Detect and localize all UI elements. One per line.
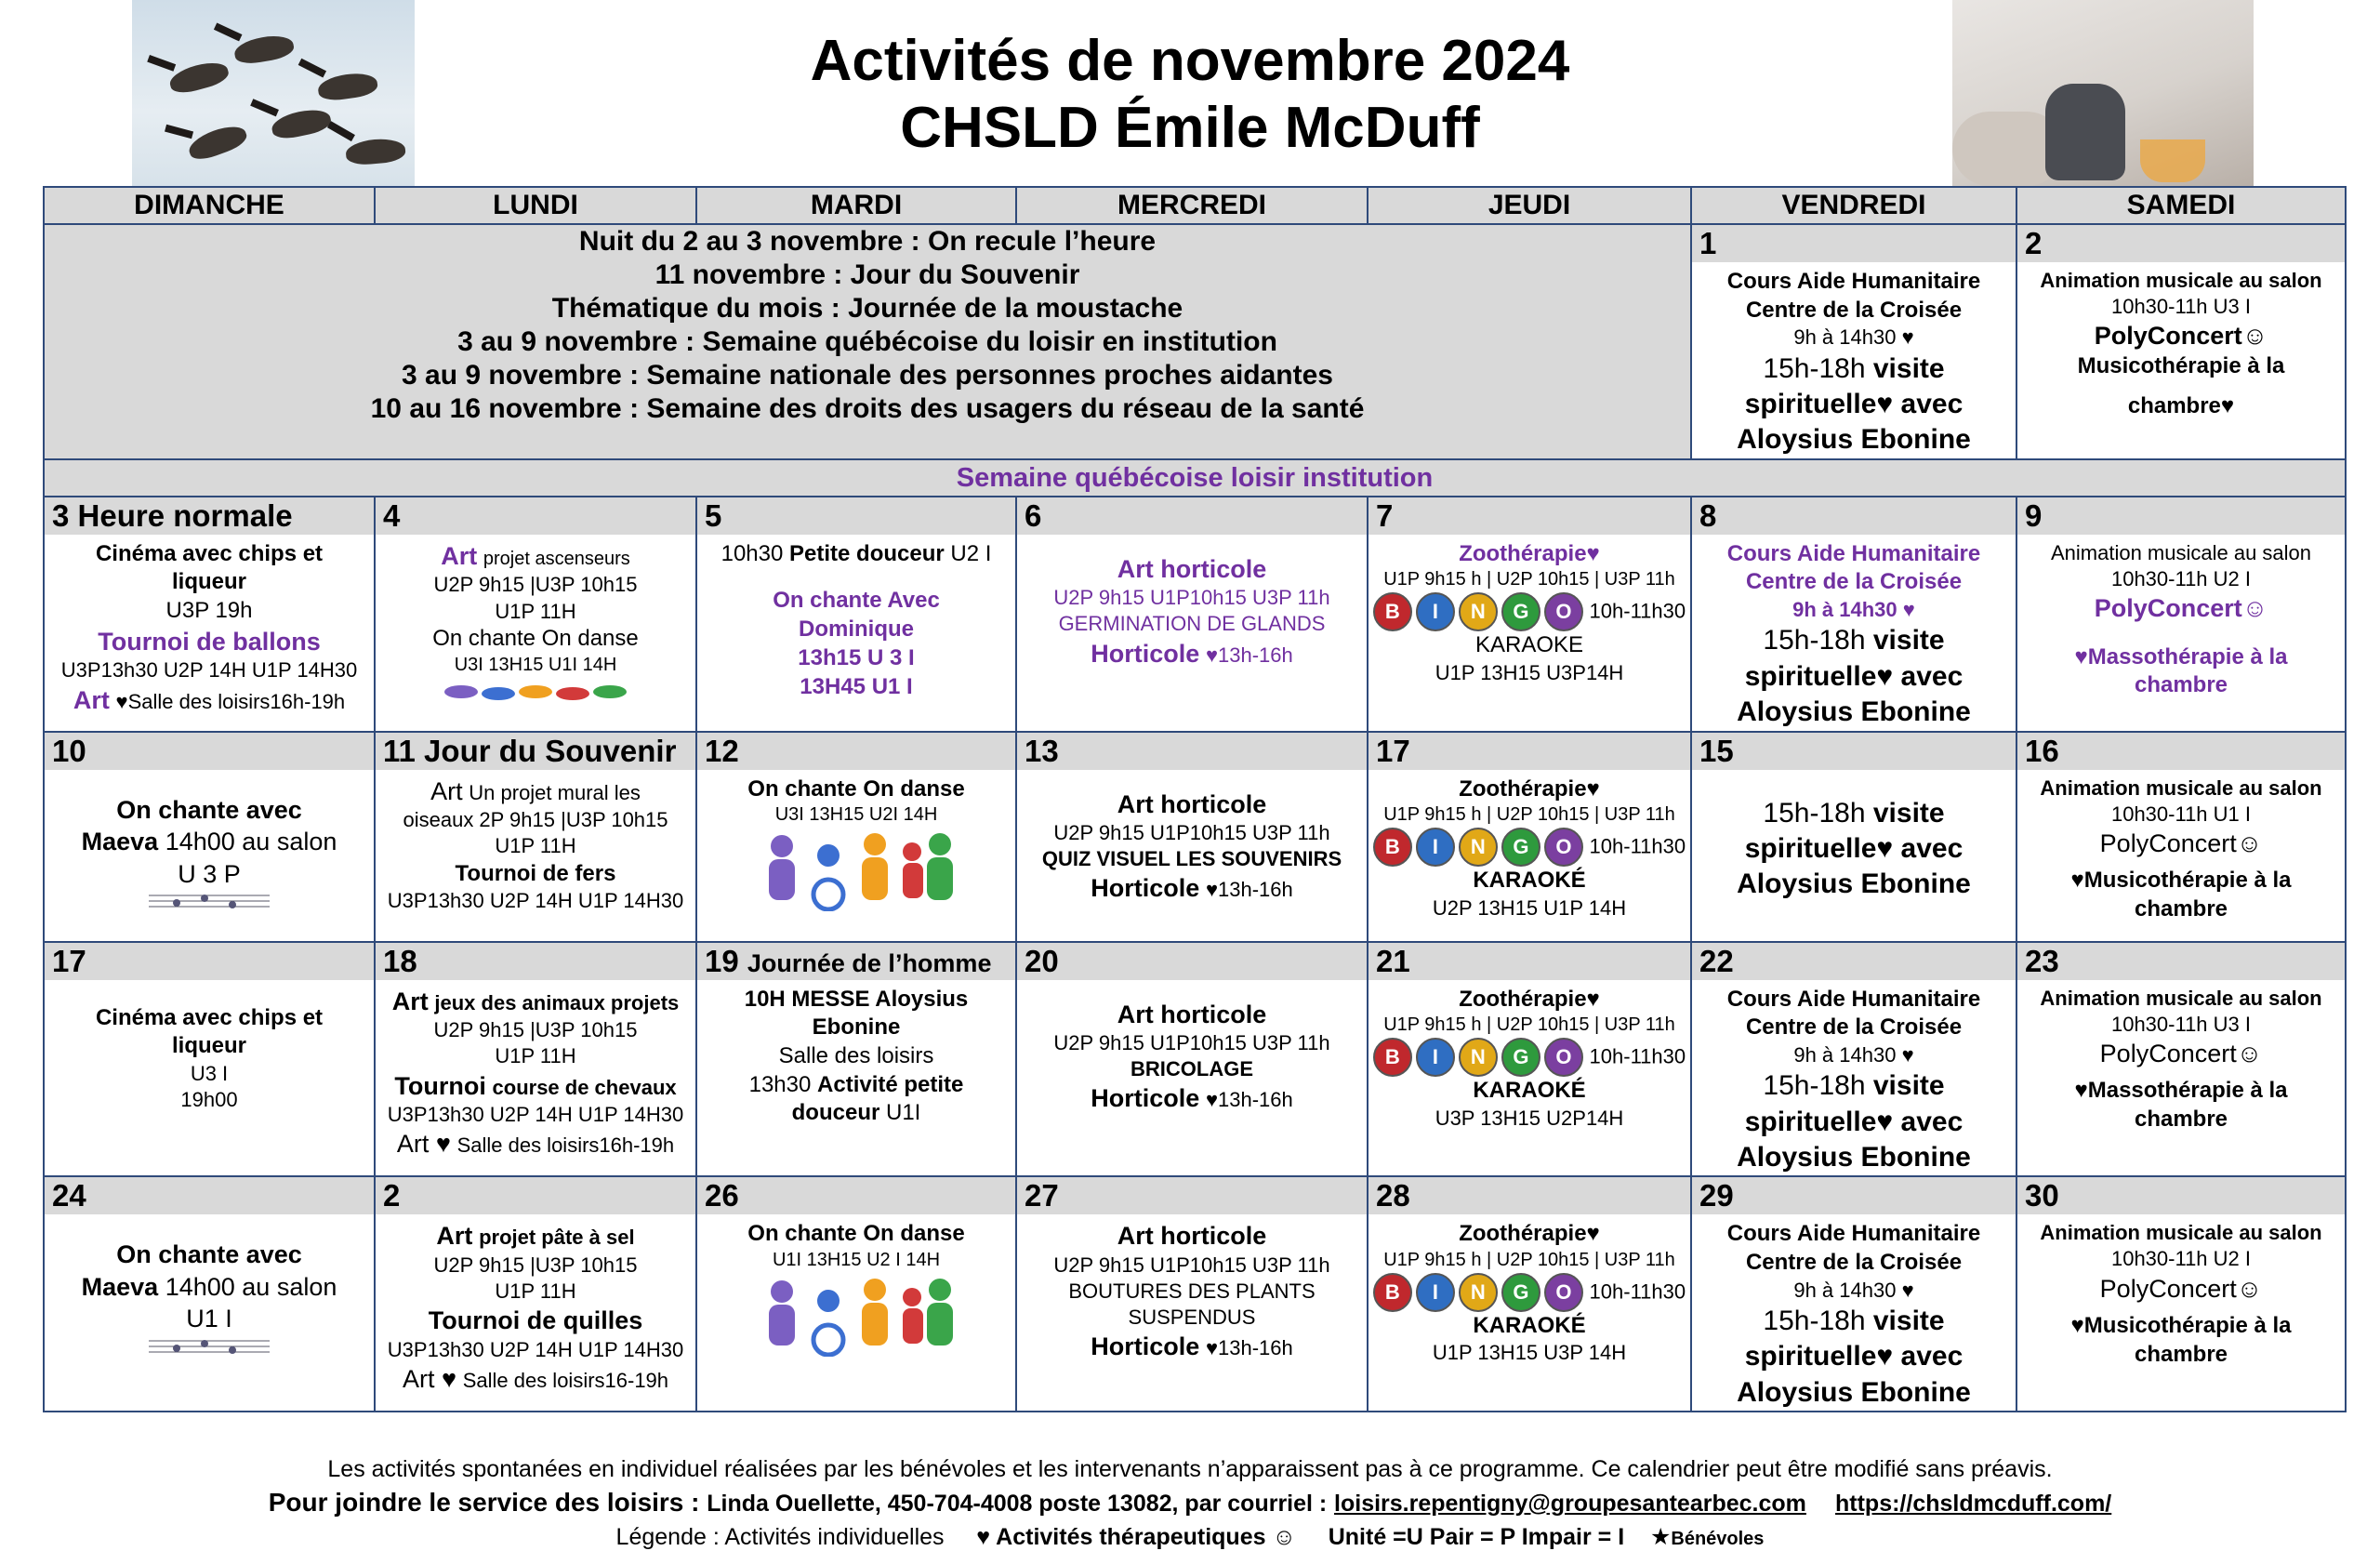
activity-text: Horticole bbox=[1091, 1084, 1200, 1113]
bingo-ball: B bbox=[1373, 592, 1412, 631]
activity-text: PolyConcert☺ bbox=[2094, 594, 2268, 623]
day-cell-27 bbox=[1016, 1176, 1368, 1412]
music-notes-icon bbox=[149, 1335, 270, 1358]
activity-text: Tournoi de ballons bbox=[98, 627, 321, 656]
day-number: 4 bbox=[376, 497, 695, 535]
activity-time: 15h-18h bbox=[1763, 1305, 1866, 1336]
activity-text: chambre bbox=[2134, 1341, 2228, 1367]
activity-text: U1P 9h15 h | U2P 10h15 | U3P 11h bbox=[1383, 804, 1675, 826]
teapot-photo bbox=[1952, 0, 2254, 186]
day-number bbox=[697, 943, 1015, 980]
day-number: 2 bbox=[2017, 225, 2345, 262]
activity-text: U3P 19h bbox=[165, 598, 253, 624]
day-number: 26 bbox=[697, 1177, 1015, 1214]
activity-text: 14h00 au salon bbox=[165, 1272, 337, 1301]
activity-text: Zoothérapie♥ bbox=[1459, 776, 1600, 802]
activity-text: U3P 13H15 U2P14H bbox=[1435, 1106, 1624, 1130]
activity-text: U3P13h30 U2P 14H U1P 14H30 bbox=[387, 1337, 684, 1361]
activity-text: Aloysius Ebonine bbox=[1737, 1141, 1971, 1173]
bingo-ball: O bbox=[1544, 1273, 1583, 1312]
activity-text: Cours Aide Humanitaire bbox=[1726, 269, 1981, 294]
weekday-wednesday: MERCREDI bbox=[1016, 187, 1368, 224]
activity-text: U2P 9h15 |U3P 10h15 bbox=[433, 1253, 638, 1278]
activity-text: KARAOKÉ bbox=[1473, 1077, 1586, 1103]
activity-text: 14h00 au salon bbox=[165, 828, 337, 856]
activity-text: PolyConcert☺ bbox=[2099, 1274, 2263, 1303]
day-cell-22 bbox=[1691, 942, 2016, 1177]
note-line: Nuit du 2 au 3 novembre : On recule l’heure bbox=[578, 226, 1157, 257]
activity-text: Zoothérapie♥ bbox=[1459, 1221, 1600, 1247]
activity-text: Art bbox=[436, 1222, 473, 1251]
day-number: 3 Heure normale bbox=[45, 497, 374, 535]
bingo-ball: G bbox=[1501, 592, 1540, 631]
day-cell-14 bbox=[1368, 732, 1691, 942]
activity-text: projet ascenseurs bbox=[483, 548, 630, 569]
activity-text: 13h15 U 3 I bbox=[798, 644, 915, 670]
bingo-icon bbox=[1373, 828, 1583, 867]
activity-text: visite bbox=[1872, 1305, 1945, 1336]
day-number: 6 bbox=[1017, 497, 1367, 535]
activity-text: Salle des loisirs16-19h bbox=[462, 1369, 669, 1393]
activity-text: Centre de la Croisée bbox=[1745, 1014, 1963, 1041]
contact-line bbox=[0, 1488, 2380, 1518]
activity-text: Salle des loisirs bbox=[778, 1042, 934, 1068]
star-icon: ★ bbox=[1649, 1524, 1672, 1550]
activity-text: KARAOKÉ bbox=[1473, 867, 1586, 893]
bingo-ball: B bbox=[1373, 1273, 1412, 1312]
activity-text: KARAOKÉ bbox=[1473, 1312, 1586, 1338]
activity-text: PolyConcert☺ bbox=[2099, 1039, 2263, 1067]
bingo-ball: I bbox=[1416, 1273, 1455, 1312]
activity-text: Horticole bbox=[1091, 639, 1200, 668]
activity-text: jeux des animaux projets bbox=[434, 990, 680, 1014]
day-number: 18 bbox=[376, 943, 695, 980]
bingo-ball: G bbox=[1501, 1038, 1540, 1077]
day-cell-4 bbox=[375, 497, 696, 732]
email-link[interactable]: loisirs.repentigny@groupesantearbec.com bbox=[1334, 1491, 1806, 1517]
activity-text: 13H45 U1 I bbox=[800, 673, 913, 699]
weekday-thursday: JEUDI bbox=[1368, 187, 1691, 224]
activity-text: U3 I bbox=[190, 1061, 229, 1085]
activity-text: Un projet mural les bbox=[469, 780, 641, 804]
day-cell-12 bbox=[696, 732, 1016, 942]
activity-time: 13h30 bbox=[748, 1071, 812, 1097]
activity-text: U2 I bbox=[950, 540, 992, 566]
activity-text: 9h à 14h30 ♥ bbox=[1793, 1278, 1914, 1302]
legend-therapeutic: ♥ Activités thérapeutiques ☺ bbox=[976, 1524, 1296, 1550]
activity-text: ♥13h-16h bbox=[1205, 1336, 1293, 1360]
activity-text: Art horticole bbox=[1117, 554, 1267, 583]
activity-text: spirituelle♥ avec bbox=[1744, 660, 1964, 692]
activity-text: Dominique bbox=[799, 616, 914, 643]
activity-text: douceur bbox=[791, 1100, 880, 1126]
day-number: 17 bbox=[1368, 733, 1690, 770]
day-cell-20 bbox=[1016, 942, 1368, 1177]
activity-text: Aloysius Ebonine bbox=[1737, 424, 1971, 456]
activity-text: Cours Aide Humanitaire bbox=[1726, 1221, 1981, 1247]
activity-text: U2P 9h15 U1P10h15 U3P 11h bbox=[1053, 1253, 1330, 1277]
activity-text: U2P 9h15 |U3P 10h15 bbox=[433, 573, 638, 597]
disclaimer-text: Les activités spontanées en individuel réalisées par les bénévoles et les intervenants n’apparaissent pas à ce programme. Ce calendrier peut être modifié sans préavis. bbox=[327, 1456, 2053, 1482]
activity-text: KARAOKE bbox=[1474, 632, 1584, 658]
activity-text: Art ♥ bbox=[402, 1365, 457, 1394]
activity-text: ♥Massothérapie à la bbox=[2074, 1078, 2288, 1104]
activity-text: Tournoi bbox=[394, 1071, 486, 1100]
day-number: 21 bbox=[1368, 943, 1690, 980]
geese-photo bbox=[132, 0, 415, 186]
day-number: 29 bbox=[1692, 1177, 2016, 1214]
activity-text: ♥13h-16h bbox=[1205, 1088, 1293, 1112]
day-cell-19 bbox=[696, 942, 1016, 1177]
day-number: 12 bbox=[697, 733, 1015, 770]
activity-text: U3P13h30 U2P 14H U1P 14H30 bbox=[60, 658, 358, 683]
legend-units: Unité =U Pair = P Impair = I bbox=[1328, 1524, 1625, 1550]
bingo-icon bbox=[1373, 1273, 1583, 1312]
day-cell-3 bbox=[44, 497, 375, 732]
activity-time: 15h-18h bbox=[1763, 625, 1866, 656]
activity-text: visite bbox=[1872, 352, 1945, 384]
activity-text: Cinéma avec chips et bbox=[95, 540, 324, 566]
activity-text: 9h à 14h30 ♥ bbox=[1792, 598, 1915, 622]
activity-text: chambre bbox=[2134, 896, 2228, 922]
activity-text: Horticole bbox=[1091, 1332, 1200, 1361]
activity-text: chambre bbox=[2134, 672, 2228, 698]
bingo-ball: N bbox=[1459, 1273, 1498, 1312]
page-title: Activités de novembre 2024 bbox=[810, 29, 1570, 93]
bingo-ball: O bbox=[1544, 828, 1583, 867]
day-number: 10 bbox=[45, 733, 374, 770]
activity-text: chambre♥ bbox=[2127, 392, 2235, 418]
calendar-grid bbox=[43, 186, 2347, 1412]
activity-text: U1P 9h15 h | U2P 10h15 | U3P 11h bbox=[1383, 569, 1675, 590]
activity-text: visite bbox=[1872, 625, 1945, 656]
activity-text: U2P 9h15 |U3P 10h15 bbox=[433, 1018, 638, 1042]
activity-text: U3I 13H15 U1I 14H bbox=[454, 654, 617, 675]
activity-text: Art bbox=[430, 776, 463, 805]
activity-text: 9h à 14h30 ♥ bbox=[1793, 1042, 1914, 1067]
activity-text: U1P 9h15 h | U2P 10h15 | U3P 11h bbox=[1383, 1250, 1675, 1271]
activity-text: U1P 13H15 U3P14H bbox=[1435, 660, 1624, 684]
activity-text: Zoothérapie♥ bbox=[1459, 986, 1600, 1012]
activity-text: ♥Musicothérapie à la bbox=[2070, 1313, 2292, 1339]
activity-text: spirituelle♥ avec bbox=[1744, 832, 1964, 864]
bingo-ball: O bbox=[1544, 592, 1583, 631]
day-number: 28 bbox=[1368, 1177, 1690, 1214]
activity-text: Art bbox=[391, 987, 429, 1015]
activity-text: 10h30-11h U3 I bbox=[2110, 295, 2252, 319]
day-number: 16 bbox=[2017, 733, 2345, 770]
activity-text: 19h00 bbox=[180, 1088, 238, 1112]
activity-text: Maeva bbox=[81, 828, 159, 856]
day-cell-7 bbox=[1368, 497, 1691, 732]
bingo-ball: G bbox=[1501, 828, 1540, 867]
day-cell-8 bbox=[1691, 497, 2016, 732]
activity-text: Activité petite bbox=[817, 1071, 964, 1097]
activity-text: U2P 9h15 U1P10h15 U3P 11h bbox=[1053, 1031, 1330, 1055]
day-number: 27 bbox=[1017, 1177, 1367, 1214]
day-cell-11 bbox=[375, 732, 696, 942]
activity-text: Art horticole bbox=[1117, 1222, 1267, 1251]
activity-text: Centre de la Croisée bbox=[1745, 569, 1963, 595]
activity-text: Art bbox=[73, 685, 110, 714]
day-note: Journée de l’homme bbox=[747, 948, 992, 977]
activity-text: spirituelle♥ avec bbox=[1744, 388, 1964, 419]
activity-text: liqueur bbox=[171, 569, 246, 595]
day-cell-23 bbox=[2016, 942, 2346, 1177]
activity-text: Animation musicale au salon bbox=[2040, 269, 2322, 292]
activity-time: 15h-18h bbox=[1763, 1070, 1866, 1102]
activity-text: course de chevaux bbox=[492, 1075, 677, 1099]
activity-text: Zoothérapie♥ bbox=[1459, 540, 1600, 566]
activity-text: Petite douceur bbox=[789, 540, 945, 566]
activity-text: Cinéma avec chips et bbox=[95, 1004, 324, 1030]
page-subtitle: CHSLD Émile McDuff bbox=[900, 96, 1480, 160]
activity-text: Maeva bbox=[81, 1272, 159, 1301]
bingo-ball: N bbox=[1459, 592, 1498, 631]
activity-text: On chante On danse bbox=[747, 776, 965, 802]
day-number: 23 bbox=[2017, 943, 2345, 980]
day-number: 13 bbox=[1017, 733, 1367, 770]
activity-text: PolyConcert☺ bbox=[2099, 829, 2263, 857]
bingo-ball: B bbox=[1373, 828, 1412, 867]
activity-text: U1 I bbox=[186, 1305, 232, 1333]
activity-text: PolyConcert☺ bbox=[2094, 322, 2268, 351]
people-group-icon bbox=[754, 828, 959, 911]
day-cell-30 bbox=[2016, 1176, 2346, 1412]
day-number: 5 bbox=[697, 497, 1015, 535]
activity-text: U1P 9h15 h | U2P 10h15 | U3P 11h bbox=[1383, 1014, 1675, 1036]
day-number: 30 bbox=[2017, 1177, 2345, 1214]
bingo-ball: O bbox=[1544, 1038, 1583, 1077]
contact-label: Pour joindre le service des loisirs : bbox=[268, 1488, 700, 1517]
bingo-ball: G bbox=[1501, 1273, 1540, 1312]
activity-text: U1P 11H bbox=[495, 599, 576, 623]
activity-text: Centre de la Croisée bbox=[1745, 297, 1963, 323]
day-number: 11 Jour du Souvenir bbox=[376, 733, 695, 770]
day-number: 1 bbox=[1692, 225, 2016, 262]
activity-text: Art ♥ bbox=[396, 1130, 451, 1159]
activity-text: Animation musicale au salon bbox=[2040, 986, 2322, 1010]
people-group-icon bbox=[754, 1273, 959, 1357]
activity-text: Horticole bbox=[1091, 874, 1200, 903]
activity-time: 10h-11h30 bbox=[1589, 1044, 1686, 1068]
activity-text: 10h30-11h U2 I bbox=[2110, 1247, 2252, 1271]
activity-text: Animation musicale au salon bbox=[2050, 540, 2312, 564]
weekday-friday: VENDREDI bbox=[1691, 187, 2016, 224]
bingo-ball: I bbox=[1416, 828, 1455, 867]
weekday-saturday: SAMEDI bbox=[2016, 187, 2346, 224]
day-cell-25 bbox=[375, 1176, 696, 1412]
day-cell-1 bbox=[1691, 224, 2016, 459]
day-cell-24 bbox=[44, 1176, 375, 1412]
day-cell-16 bbox=[2016, 732, 2346, 942]
day-cell-26 bbox=[696, 1176, 1016, 1412]
note-line: 11 novembre : Jour du Souvenir bbox=[654, 259, 1080, 290]
activity-text: U2P 9h15 U1P10h15 U3P 11h bbox=[1053, 821, 1330, 845]
day-cell-18 bbox=[375, 942, 696, 1177]
legend bbox=[0, 1523, 2380, 1551]
day-cell-2 bbox=[2016, 224, 2346, 459]
weekday-sunday: DIMANCHE bbox=[44, 187, 375, 224]
activity-text: U1I bbox=[886, 1100, 921, 1126]
day-cell-17 bbox=[44, 942, 375, 1177]
activity-text: Cours Aide Humanitaire bbox=[1726, 986, 1981, 1012]
day-number: 17 bbox=[45, 943, 374, 980]
activity-text: Tournoi de quilles bbox=[428, 1306, 643, 1335]
bingo-icon bbox=[1373, 592, 1583, 631]
activity-text: Art bbox=[441, 541, 478, 570]
activity-text: oiseaux 2P 9h15 |U3P 10h15 bbox=[403, 808, 668, 832]
bingo-ball: I bbox=[1416, 592, 1455, 631]
activity-text: On chante avec bbox=[116, 1240, 302, 1269]
note-line: 3 au 9 novembre : Semaine nationale des personnes proches aidantes bbox=[401, 360, 1333, 391]
dancing-people-icon bbox=[443, 677, 628, 707]
activity-text: U1P 11H bbox=[495, 1279, 576, 1304]
activity-text: Centre de la Croisée bbox=[1745, 1250, 1963, 1276]
activity-text: U1P 11H bbox=[495, 834, 576, 858]
activity-text: Art horticole bbox=[1117, 789, 1267, 818]
activity-text: Tournoi de fers bbox=[455, 860, 616, 886]
activity-text: 10h30-11h U3 I bbox=[2110, 1012, 2252, 1036]
activity-text: Ebonine bbox=[812, 1014, 901, 1041]
day-cell-6 bbox=[1016, 497, 1368, 732]
day-cell-28 bbox=[1368, 1176, 1691, 1412]
note-line: 3 au 9 novembre : Semaine québécoise du loisir en institution bbox=[457, 326, 1277, 357]
activity-text: visite bbox=[1872, 1070, 1945, 1102]
activity-text: Musicothérapie à la bbox=[2077, 352, 2285, 378]
activity-text: On chante avec bbox=[116, 795, 302, 824]
activity-text: U2P 13H15 U1P 14H bbox=[1432, 895, 1627, 920]
contact-details: Linda Ouellette, 450-704-4008 poste 13082, par courriel : bbox=[707, 1491, 1328, 1517]
music-notes-icon bbox=[149, 890, 270, 912]
activity-text: BRICOLAGE bbox=[1130, 1057, 1253, 1081]
activity-text: U2P 9h15 U1P10h15 U3P 11h bbox=[1053, 586, 1330, 610]
activity-time: 10h30 bbox=[721, 540, 784, 566]
day-number: 2 bbox=[376, 1177, 695, 1214]
activity-time: 10h-11h30 bbox=[1589, 1279, 1686, 1303]
note-line: 10 au 16 novembre : Semaine des droits des usagers du réseau de la santé bbox=[370, 393, 1365, 424]
activity-text: U3I 13H15 U2I 14H bbox=[774, 804, 938, 826]
activity-text: visite bbox=[1872, 797, 1945, 829]
activity-text: QUIZ VISUEL LES SOUVENIRS bbox=[1041, 847, 1342, 871]
activity-text: Aloysius Ebonine bbox=[1737, 1376, 1971, 1408]
activity-text: projet pâte à sel bbox=[479, 1226, 635, 1250]
bingo-ball: I bbox=[1416, 1038, 1455, 1077]
activity-text: Art horticole bbox=[1117, 1000, 1267, 1028]
activity-text: ♥13h-16h bbox=[1205, 643, 1293, 667]
activity-time: 10h-11h30 bbox=[1589, 599, 1686, 623]
activity-time: 10h-11h30 bbox=[1589, 834, 1686, 858]
activity-text: Aloysius Ebonine bbox=[1737, 696, 1971, 728]
day-cell-10 bbox=[44, 732, 375, 942]
day-cell-13 bbox=[1016, 732, 1368, 942]
note-line: Thématique du mois : Journée de la moustache bbox=[551, 293, 1183, 324]
activity-text: GERMINATION DE GLANDS bbox=[1058, 612, 1326, 636]
activity-text: On chante Avec bbox=[773, 588, 940, 614]
activity-text: Salle des loisirs16h-19h bbox=[456, 1133, 675, 1158]
activity-text: 10H MESSE Aloysius bbox=[744, 986, 969, 1012]
day-number: 15 bbox=[1692, 733, 2016, 770]
day-number: 20 bbox=[1017, 943, 1367, 980]
activity-text: U1P 11H bbox=[495, 1044, 576, 1068]
activity-text: ♥Musicothérapie à la bbox=[2070, 868, 2292, 894]
activity-text: ♥Salle des loisirs16h-19h bbox=[115, 689, 346, 713]
weekday-header-row bbox=[44, 187, 2346, 224]
activity-text: On chante On danse bbox=[747, 1221, 965, 1247]
legend-volunteers: Bénévoles bbox=[1671, 1529, 1765, 1549]
day-cell-29 bbox=[1691, 1176, 2016, 1412]
activity-text: U3P13h30 U2P 14H U1P 14H30 bbox=[387, 1103, 684, 1127]
bingo-icon bbox=[1373, 1038, 1583, 1077]
activity-text: ♥13h-16h bbox=[1205, 878, 1293, 902]
activity-text: U1I 13H15 U2 I 14H bbox=[772, 1250, 941, 1271]
bingo-ball: N bbox=[1459, 1038, 1498, 1077]
day-number: 24 bbox=[45, 1177, 374, 1214]
activity-text: 10h30-11h U2 I bbox=[2110, 566, 2252, 590]
activity-text: chambre bbox=[2134, 1107, 2228, 1133]
day-cell-5 bbox=[696, 497, 1016, 732]
activity-text: ♥Massothérapie à la bbox=[2074, 643, 2288, 669]
day-number: 7 bbox=[1368, 497, 1690, 535]
activity-text: U 3 P bbox=[178, 859, 241, 888]
day-number: 9 bbox=[2017, 497, 2345, 535]
activity-time: 15h-18h bbox=[1763, 797, 1866, 829]
activity-text: U1P 13H15 U3P 14H bbox=[1432, 1341, 1627, 1365]
day-cell-15 bbox=[1691, 732, 2016, 942]
week-banner: Semaine québécoise loisir institution bbox=[44, 459, 2346, 497]
day-cell-21 bbox=[1368, 942, 1691, 1177]
day-number-value: 19 bbox=[705, 943, 739, 978]
activity-text: On chante On danse bbox=[432, 625, 639, 651]
activity-text: 9h à 14h30 ♥ bbox=[1793, 325, 1914, 350]
activity-text: Animation musicale au salon bbox=[2040, 1221, 2322, 1245]
activity-text: SUSPENDUS bbox=[1128, 1306, 1256, 1330]
activity-text: Cours Aide Humanitaire bbox=[1726, 540, 1981, 566]
day-number: 22 bbox=[1692, 943, 2016, 980]
legend-individual: Légende : Activités individuelles bbox=[615, 1524, 945, 1550]
day-cell-9 bbox=[2016, 497, 2346, 732]
bingo-ball: N bbox=[1459, 828, 1498, 867]
activity-text: spirituelle♥ avec bbox=[1744, 1341, 1964, 1372]
activity-text: 10h30-11h U1 I bbox=[2110, 802, 2252, 826]
activity-text: BOUTURES DES PLANTS bbox=[1068, 1279, 1316, 1303]
activity-text: U3P13h30 U2P 14H U1P 14H30 bbox=[387, 889, 684, 913]
weekday-monday: LUNDI bbox=[375, 187, 696, 224]
activity-text: liqueur bbox=[171, 1033, 246, 1059]
weekday-tuesday: MARDI bbox=[696, 187, 1016, 224]
bingo-ball: B bbox=[1373, 1038, 1412, 1077]
activity-text: Aloysius Ebonine bbox=[1737, 868, 1971, 900]
activity-time: 15h-18h bbox=[1763, 352, 1866, 384]
monthly-notes bbox=[44, 224, 1691, 459]
activity-text: spirituelle♥ avec bbox=[1744, 1106, 1964, 1137]
day-number: 8 bbox=[1692, 497, 2016, 535]
activity-text: Animation musicale au salon bbox=[2040, 776, 2322, 800]
website-link[interactable]: https://chsldmcduff.com/ bbox=[1835, 1491, 2112, 1517]
